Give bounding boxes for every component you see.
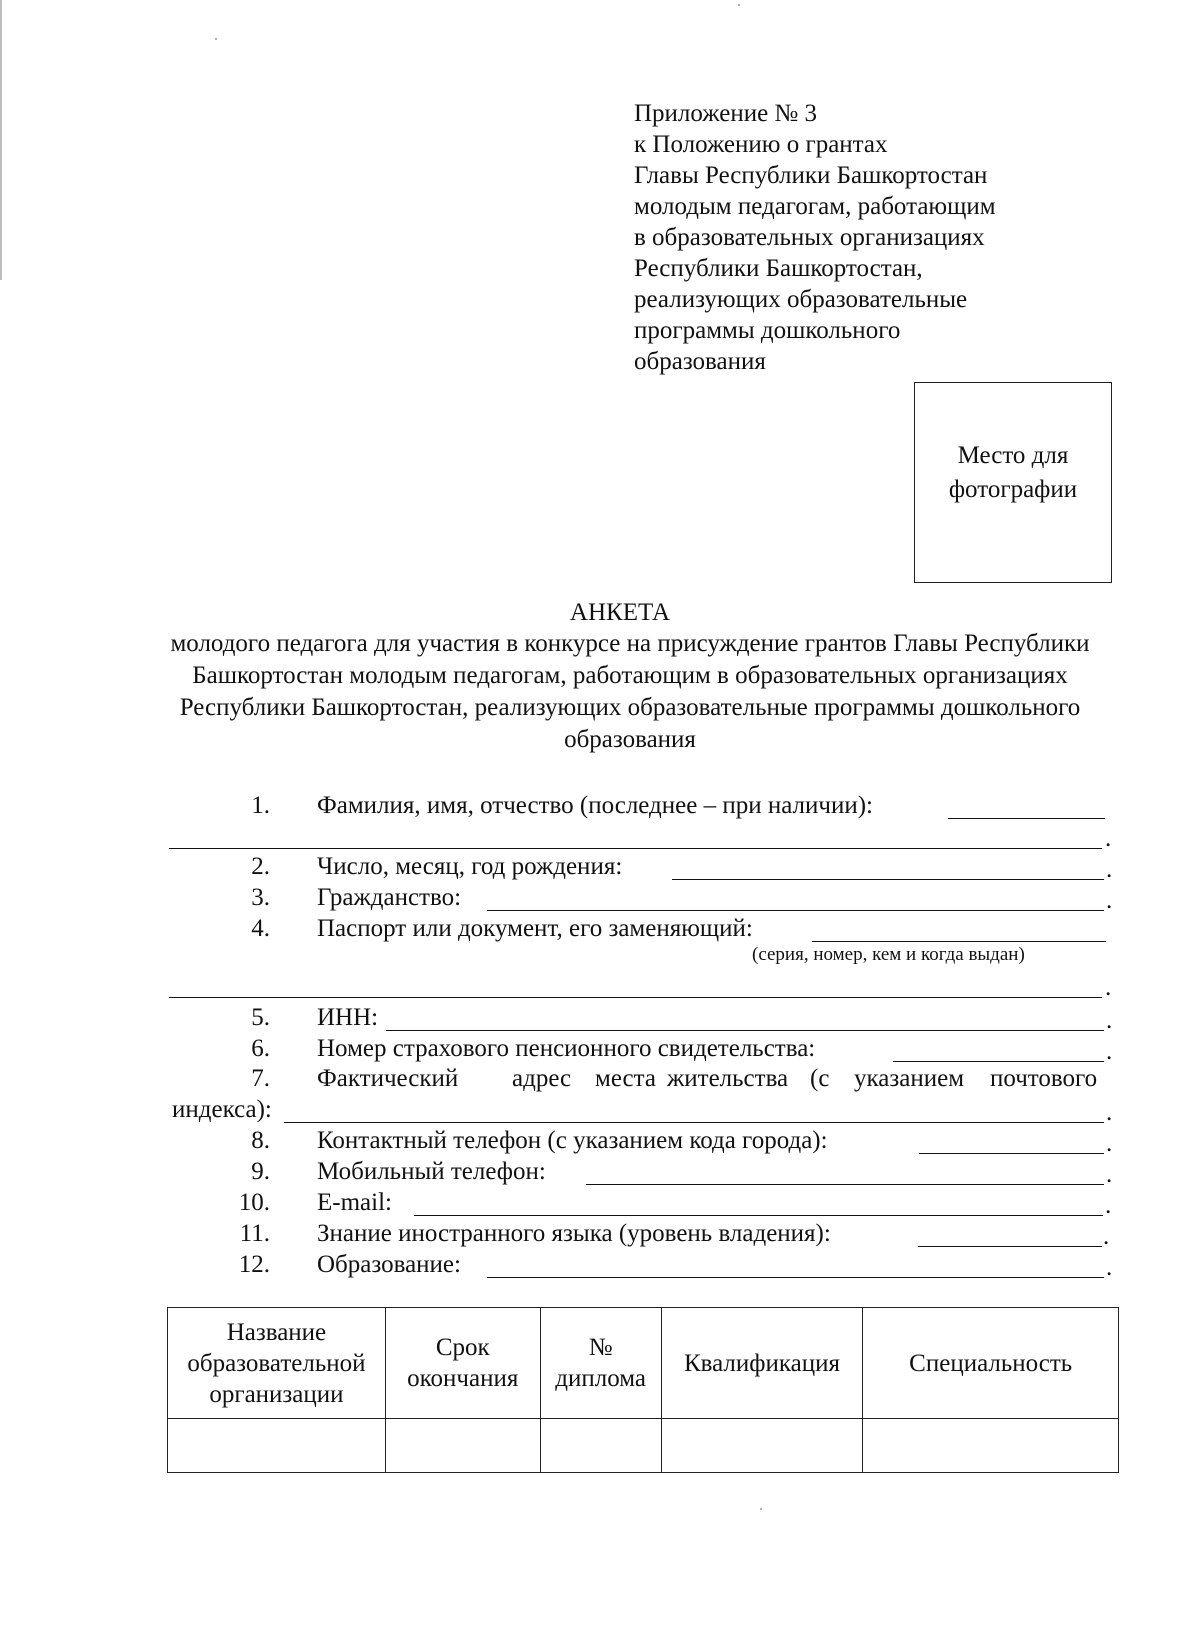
table-cell-specialty[interactable] xyxy=(863,1419,1119,1473)
table-cell-graduation-date[interactable] xyxy=(385,1419,540,1473)
table-cell-qualification[interactable] xyxy=(661,1419,863,1473)
item-number: 10. xyxy=(238,1189,270,1216)
item-label-inn: ИНН: xyxy=(317,1004,379,1031)
form-subtitle: молодого педагога для участия в конкурсе на присуждение грантов Главы Республики Башкортостан молодым педагогам, работающим в образовательных организациях Республики Башкортостан, реализующих образовательные программы дошкольного образования xyxy=(170,630,1090,753)
line-period: . xyxy=(1106,887,1113,914)
appendix-line: реализующих образовательные xyxy=(634,286,968,313)
line-period: . xyxy=(1106,856,1113,883)
email-field[interactable] xyxy=(414,1215,1103,1216)
photo-label-line: Место для xyxy=(957,442,1069,469)
item-label-contact-phone: Контактный телефон (с указанием кода города): xyxy=(317,1127,828,1154)
item-label-full-name: Фамилия, имя, отчество (последнее – при наличии): xyxy=(317,792,874,819)
item-label-address-word: почтового xyxy=(990,1065,1098,1092)
line-period: . xyxy=(1105,974,1112,1001)
line-period: . xyxy=(1106,1099,1113,1126)
item-number: 1. xyxy=(251,792,270,819)
item-number: 3. xyxy=(251,884,270,911)
scan-speck xyxy=(738,4,740,6)
item-label-mobile-phone: Мобильный телефон: xyxy=(317,1158,546,1185)
mobile-phone-field[interactable] xyxy=(586,1184,1104,1185)
column-header-institution: Название образовательной организации xyxy=(168,1308,386,1419)
item-label-citizenship: Гражданство: xyxy=(317,884,462,911)
column-header-specialty: Специальность xyxy=(863,1308,1119,1419)
line-period: . xyxy=(1106,1038,1113,1065)
appendix-line: в образовательных организациях xyxy=(634,224,985,251)
line-period: . xyxy=(1103,1223,1110,1250)
item-number: 11. xyxy=(239,1220,270,1247)
item-label-birth-date: Число, месяц, год рождения: xyxy=(317,853,623,880)
education-field[interactable] xyxy=(487,1277,1104,1278)
line-period: . xyxy=(1105,825,1112,852)
line-period: . xyxy=(1106,1007,1113,1034)
form-title: АНКЕТА xyxy=(569,599,671,626)
education-table xyxy=(167,1307,1119,1473)
appendix-header xyxy=(634,98,996,377)
contact-phone-field[interactable] xyxy=(919,1153,1104,1154)
line-period: . xyxy=(1106,1254,1113,1281)
column-header-diploma-number: № диплома xyxy=(540,1308,661,1419)
scan-edge-mark xyxy=(0,0,2,280)
item-label-passport: Паспорт или документ, его заменяющий: xyxy=(317,915,753,942)
photo-placeholder[interactable] xyxy=(914,382,1112,583)
birth-date-field[interactable] xyxy=(672,879,1104,880)
column-header-qualification: Квалификация xyxy=(661,1308,863,1419)
table-cell-institution[interactable] xyxy=(168,1419,386,1473)
scan-speck xyxy=(760,1508,762,1510)
pension-certificate-field[interactable] xyxy=(893,1061,1104,1062)
appendix-line: программы дошкольного xyxy=(634,317,901,344)
passport-field-hint: (серия, номер, кем и когда выдан) xyxy=(752,944,1025,965)
appendix-line: молодым педагогам, работающим xyxy=(634,193,996,220)
inn-field[interactable] xyxy=(386,1030,1104,1031)
item-number: 2. xyxy=(251,853,270,880)
passport-field-continued[interactable] xyxy=(169,997,1102,998)
appendix-line: Приложение № 3 xyxy=(634,100,818,127)
item-number: 4. xyxy=(251,915,270,942)
item-label-address-word: места xyxy=(595,1065,656,1092)
item-label-address-word: указанием xyxy=(854,1065,965,1092)
item-label-foreign-language: Знание иностранного языка (уровень владения): xyxy=(317,1220,831,1247)
item-number: 9. xyxy=(251,1158,270,1185)
item-label-education: Образование: xyxy=(317,1251,461,1278)
address-field[interactable] xyxy=(284,1122,1104,1123)
column-header-graduation-date: Срок окончания xyxy=(385,1308,540,1419)
item-label-address-continued: индекса): xyxy=(172,1096,272,1123)
foreign-language-field[interactable] xyxy=(918,1246,1102,1247)
citizenship-field[interactable] xyxy=(487,910,1104,911)
item-label-address-word: адрес xyxy=(512,1065,572,1092)
item-number: 7. xyxy=(251,1065,270,1092)
full-name-field[interactable] xyxy=(948,818,1105,819)
item-label-address-word: (с xyxy=(810,1065,830,1092)
line-period: . xyxy=(1106,1161,1113,1188)
item-label-address-word: Фактический xyxy=(317,1065,459,1092)
photo-label-line: фотографии xyxy=(948,476,1078,503)
appendix-line: к Положению о грантах xyxy=(634,131,888,158)
table-row xyxy=(168,1419,1119,1473)
passport-field[interactable] xyxy=(812,941,1106,942)
appendix-line: Главы Республики Башкортостан xyxy=(634,162,988,189)
item-label-pension-certificate: Номер страхового пенсионного свидетельства: xyxy=(317,1035,816,1062)
appendix-line: Республики Башкортостан, xyxy=(634,255,923,282)
line-period: . xyxy=(1106,1130,1113,1157)
full-name-field-continued[interactable] xyxy=(169,848,1102,849)
table-header-row xyxy=(168,1308,1119,1419)
line-period: . xyxy=(1105,1192,1112,1219)
item-number: 8. xyxy=(251,1127,270,1154)
item-number: 12. xyxy=(238,1251,270,1278)
item-number: 6. xyxy=(251,1035,270,1062)
appendix-line: образования xyxy=(634,348,766,375)
table-cell-diploma-number[interactable] xyxy=(540,1419,661,1473)
item-label-email: E-mail: xyxy=(317,1189,392,1216)
item-number: 5. xyxy=(251,1004,270,1031)
item-label-address-word: жительства xyxy=(667,1065,789,1092)
scan-speck xyxy=(215,38,217,40)
